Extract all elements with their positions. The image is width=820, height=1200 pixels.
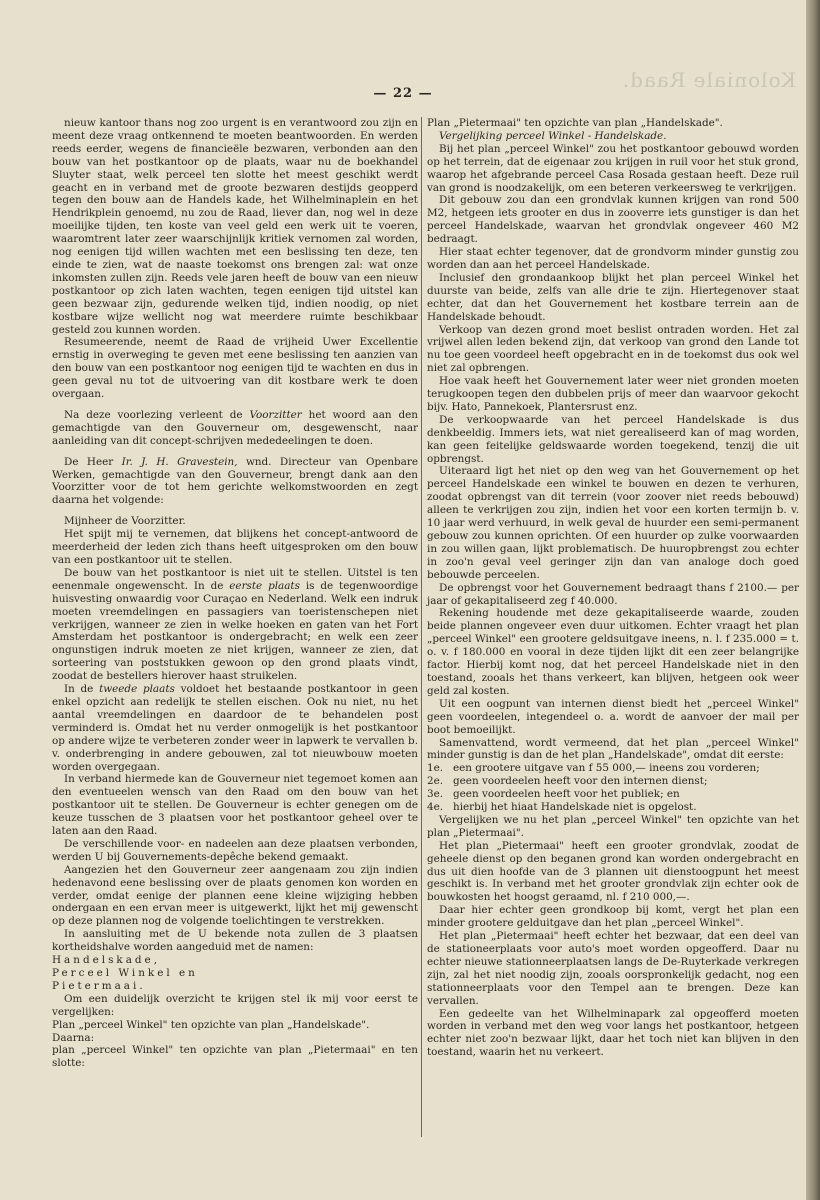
- paragraph: In verband hiermede kan de Gouverneur niet tegemoet komen aan den eventueelen wensch van den Raad om den bouw van het postkantoor uit te stellen. De Gouverneur is echter genegen om de keuze tusschen de 3 plaatsen voor het postkantoor geheel over te laten aan den Raad.: [52, 773, 418, 838]
- list-item: 4e. hierbij het hiaat Handelskade niet is opgelost.: [427, 801, 697, 814]
- paragraph: De Heer Ir. J. H. Gravestein, wnd. Directeur van Openbare Werken, gemachtigde van den Gouverneur, brengt dank aan den Voorzitter voor de tot hem gerichte welkomstwoorden en zegt daarna het volgende:: [52, 455, 418, 507]
- paragraph: Na deze voorlezing verleent de Voorzitter het woord aan den gemachtigde van den Gouverneur om, desgewenscht, naar aanleiding van dit concept-schrijven mededeelingen te doen.: [52, 408, 418, 447]
- paragraph: Hier staat echter tegenover, dat de grondvorm minder gunstig zou worden dan aan het perceel Handelskade.: [427, 246, 799, 271]
- location-name: Pietermaai.: [52, 979, 146, 992]
- numbered-list: [427, 762, 799, 814]
- comparison-line: Plan „perceel Winkel" ten opzichte van plan „Handelskade".: [52, 1018, 370, 1031]
- list-item: 3e. geen voordeelen heeft voor het publiek; en: [427, 788, 680, 801]
- comparison-line: Daarna:: [52, 1031, 95, 1044]
- paragraph: Inclusief den grondaankoop blijkt het plan perceel Winkel het duurste van beide, zelfs van alle drie te zijn. Hiertegenover staat echter, dat dan het Gouvernement het kostbare terrein aan de Handelskade behoudt.: [427, 271, 799, 323]
- paragraph: Het plan „Pietermaai" heeft echter het bezwaar, dat een deel van de stationeerplaats voor auto's moet worden opgeofferd. Daar nu echter nieuwe stationneerplaatsen langs de De-Ruyterkade verkregen zijn, zal het niet noodig zijn, zooals oorspronkelijk gedacht, nog een stationneerplaats voor den Tempel aan te brengen. Deze kan vervallen.: [427, 930, 799, 1007]
- location-name: Perceel Winkel en: [52, 967, 198, 979]
- paragraph: De opbrengst voor het Gouvernement bedraagt thans f 2100.— per jaar of gekapitaliseerd zeg f 40.000.: [427, 581, 799, 607]
- paragraph: Samenvattend, wordt vermeend, dat het plan „perceel Winkel" minder gunstig is dan de het plan „Handelskade", omdat dit eerste:: [427, 736, 799, 762]
- list-item: 1e. een grootere uitgave van f 55 000,— ineens zou vorderen;: [427, 762, 760, 775]
- salutation: Mijnheer de Voorzitter.: [64, 515, 186, 528]
- paragraph: Uiteraard ligt het niet op den weg van het Gouvernement op het perceel Handelskade een winkel te bouwen en dezen te verhuren, zoodat opbrengst van dit terrein (voor zoover niet reeds bebouwd) alleen te verkrijgen zou zijn, indien het voor een korten termijn b. v. 10 jaar werd verhuurd, in welk geval de huurder een semi-permanent gebouw zou kunnen oprichten. Of een huurder op zulke voorwaarden in zou willen gaan, lijkt problematisch. De huuropbrengst zou echter in zoo'n geval veel geringer zijn dan van analoge doch goed bebouwde perceelen.: [427, 465, 799, 581]
- paragraph: Om een duidelijk overzicht te krijgen stel ik mij voor eerst te vergelijken:: [52, 992, 418, 1018]
- paragraph: Daar hier echter geen grondkoop bij komt, vergt het plan een minder grootere gelduitgave dan het plan „perceel Winkel".: [427, 904, 799, 930]
- paragraph: In de tweede plaats voldoet het bestaande postkantoor in geen enkel opzicht aan redelijk te stellen eischen. Ook nu niet, nu het aantal vreemdelingen en daardoor de te behandelen post verminderd is. Omdat het nu verder onmogelijk is het postkantoor op andere wijze te verbeteren zonder weer in lapwerk te vervallen b. v. onderbrenging in andere gebouwen, zal tot nieuwbouw moeten worden overgegaan.: [52, 683, 419, 773]
- paragraph: In aansluiting met de U bekende nota zullen de 3 plaatsen kortheidshalve worden aangeduid met de namen:: [52, 928, 418, 954]
- paragraph: Vergelijken we nu het plan „perceel Winkel" ten opzichte van het plan „Pietermaai".: [427, 813, 799, 839]
- paragraph: De bouw van het postkantoor is niet uit te stellen. Uitstel is ten eenenmale ongewenscht. In de eerste plaats is de tegenwoordige huisvesting onwaardig voor Curaçao en Nederland. Welk een indruk moeten vreemdelingen en passagiers van toeristenschepen niet verkrijgen, wanneer ze zien in welke hoeken en gaten van het Fort Amsterdam het postkantoor is ondergebracht; en welk een zeer ongunstigen indruk moeten ze niet krijgen, wanneer ze zien, dat sorteering van poststukken gewoon op den grond plaats vindt, zoodat de bestellers hierover haast struikelen.: [52, 566, 418, 683]
- list-item: 2e. geen voordeelen heeft voor den internen dienst;: [427, 775, 708, 788]
- binding-edge: [806, 0, 820, 1200]
- paragraph: De verschillende voor- en nadeelen aan deze plaatsen verbonden, werden U bij Gouvernements-depêche bekend gemaakt.: [52, 837, 418, 863]
- paragraph: Uit een oogpunt van internen dienst biedt het „perceel Winkel" geen voordeelen, integendeel o. a. wordt de aanvoer der mail per boot bemoeilijkt.: [427, 697, 799, 736]
- paragraph: Rekening houdende met deze gekapitaliseerde waarde, zouden beide plannen ongeveer even duur uitkomen. Echter vraagt het plan „perceel Winkel" een grootere geldsuitgave ineens, n. l. f 235.000 = t. o. v. f 180.000 en vooral in deze tijden lijkt dit een zeer belangrijke factor. Hierbij komt nog, dat het perceel Handelskade niet in den toestand, zooals het thans verkeert, kan blijven, hetgeen ook weer geld zal kosten.: [427, 607, 799, 697]
- page-number: — 22 —: [373, 86, 433, 101]
- paragraph: Het plan „Pietermaai" heeft een grooter grondvlak, zoodat de geheele dienst op den beganen grond kan worden ondergebracht en dus uit dien hoofde van de 3 plannen uit dienstoogpunt het meest geschikt is. In verband met het grooter grondvlak zijn echter ook de bouwkosten het hoogst geraamd, nl. f 210 000,—.: [427, 839, 799, 904]
- left-column: [52, 117, 418, 1070]
- comparison-line: Plan „Pietermaai" ten opzichte van plan „Handelskade".: [427, 117, 723, 129]
- right-column: [427, 117, 799, 1059]
- column-divider: [421, 117, 422, 1137]
- paragraph: Dit gebouw zou dan een grondvlak kunnen krijgen van rond 500 M2, hetgeen iets grooter en dus in zooverre iets gunstiger is dan het perceel Handelskade, waarvan het grondvlak ongeveer 460 M2 bedraagt.: [427, 194, 799, 246]
- bleed-through-text: Koloniale Raad.: [621, 68, 796, 92]
- paragraph: Het spijt mij te vernemen, dat blijkens het concept-antwoord de meerderheid der leden zich thans heeft uitgesproken om den bouw van een postkantoor uit te stellen.: [52, 528, 418, 566]
- comparison-line: plan „perceel Winkel" ten opzichte van plan „Pietermaai" en ten slotte:: [52, 1044, 418, 1070]
- location-name: Handelskade,: [52, 954, 160, 967]
- paragraph: Bij het plan „perceel Winkel" zou het postkantoor gebouwd worden op het terrein, dat de eigenaar zou krijgen in ruil voor het stuk grond, waarop het afgebrande perceel Casa Rosada gestaan heeft. Deze ruil van grond is noodzakelijk, om een beteren verkeersweg te verkrijgen.: [427, 142, 799, 194]
- paragraph: Verkoop van dezen grond moet beslist ontraden worden. Het zal vrijwel allen leden bekend zijn, dat verkoop van grond den Lande tot nu toe geen voordeel heeft opgebracht en in de toekomst dus ook wel niet zal opbrengen.: [427, 323, 799, 375]
- paragraph: nieuw kantoor thans nog zoo urgent is en verantwoord zou zijn en meent deze vraag ontkennend te moeten beantwoorden. En werden reeds eerder, wegens de financieële bezwaren, verbonden aan den bouw van het postkantoor op de plaats, waar nu de boekhandel Sluyter staat, welk perceel ten slotte het meest geschikt werdt geacht en in verband met de groote bezwaren destijds geopperd tegen den bouw aan de Handels kade, het Wilhelminaplein en het Hendrikplein genoemd, nu zou de Raad, liever dan, nog wel in deze moeilijke tijden, ten koste van veel geld een werk uit te voeren, waaromtrent later zeer waarschijnlijk kritiek vernomen zal worden, nog eenigen tijd willen wachten met een beslissing ten deze, ten einde te zien, wat de naaste toekomst ons brengen zal: wat onze inkomsten zullen zijn. Reeds vele jaren heeft de bouw van een nieuw postkantoor op zich laten wachten, tegen eenigen tijd uitstel kan geen bezwaar zijn, gedurende welken tijd, indien noodig, op niet kostbare wijze wellicht nog wat meerdere ruimte beschikbaar gesteld zou kunnen worden.: [52, 117, 418, 336]
- paragraph: Hoe vaak heeft het Gouvernement later weer niet gronden moeten terugkoopen tegen den dubbelen prijs of meer dan waarvoor gekocht bijv. Hato, Pannekoek, Plantersrust enz.: [427, 375, 799, 413]
- paragraph: Aangezien het den Gouverneur zeer aangenaam zou zijn indien hedenavond eene beslissing over de plaats genomen kon worden en verder, omdat eenige der plannen eene kleine wijziging hebben ondergaan en een ervan meer is uitgewerkt, lijkt het mij gewenscht op deze plannen nog de volgende toelichtingen te verstrekken.: [52, 863, 418, 928]
- paragraph: Resumeerende, neemt de Raad de vrijheid Uwer Excellentie ernstig in overweging te geven met eene beslissing ten aanzien van den bouw van een postkantoor nog eenigen tijd te wachten en dus in geen geval nu tot de uitvoering van dit kostbare werk te doen overgaan.: [52, 336, 418, 401]
- section-heading: Vergelijking perceel Winkel - Handelskade.: [439, 129, 667, 142]
- paragraph: Een gedeelte van het Wilhelminapark zal opgeofferd moeten worden in verband met den weg voor langs het postkantoor, hetgeen echter niet zoo'n bezwaar lijkt, daar het toch niet kan blijven in den toestand, waarin het nu verkeert.: [427, 1007, 799, 1059]
- paragraph: De verkoopwaarde van het perceel Handelskade is dus denkbeeldig. Immers iets, wat niet gerealiseerd kan of mag worden, kan geen feitelijke geldswaarde worden toegekend, tenzij die uit opbrengst.: [427, 413, 799, 465]
